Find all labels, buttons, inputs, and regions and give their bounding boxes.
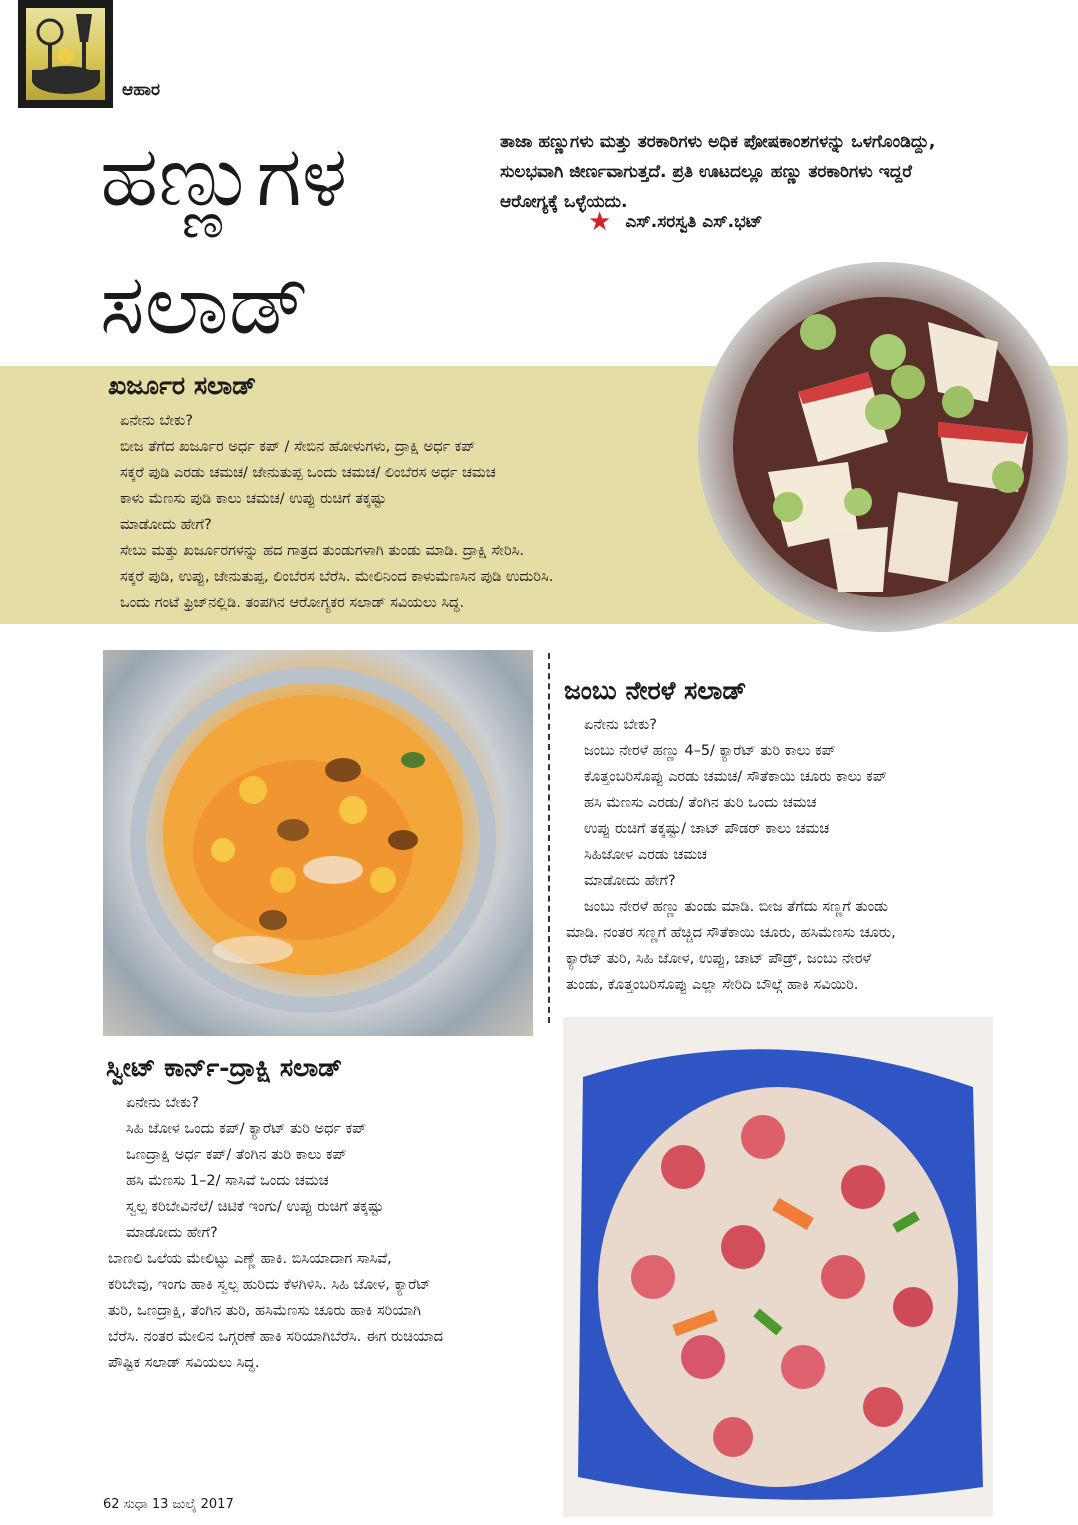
- article-title-line2: ಸಲಾಡ್: [100, 255, 310, 353]
- ingredient-line: ಕಾಳು ಮೆಣಸು ಪುಡಿ ಕಾಲು ಚಮಚ/ ಉಪ್ಪು ರುಚಿಗೆ ತಕ್ಕಷ್ಟು: [120, 491, 387, 507]
- dates-salad-photo: [698, 262, 1068, 632]
- method-line: ಕರಿಬೇವು, ಇಂಗು ಹಾಕಿ ಸ್ವಲ್ಪ ಹುರಿದು ಕೆಳಗಿಳಿಸಿ. ಸಿಹಿ ಜೋಳ, ಕ್ಯಾರೆಟ್: [108, 1277, 431, 1293]
- method-line: ಒಂದು ಗಂಟೆ ಫ್ರಿಜ್‌ನಲ್ಲಿಡಿ. ತಂಪಗಿನ ಆರೋಗ್ಯಕರ ಸಲಾಡ್ ಸವಿಯಲು ಸಿದ್ಧ.: [120, 595, 465, 611]
- sweet-corn-salad-photo: [103, 650, 533, 1036]
- ingredient-line: ಒಣದ್ರಾಕ್ಷಿ ಅರ್ಧ ಕಪ್/ ತೆಂಗಿನ ತುರಿ ಕಾಲು ಕಪ್: [126, 1147, 347, 1163]
- method-line: ಸಕ್ಕರೆ ಪುಡಿ, ಉಪ್ಪು, ಜೇನುತುಪ್ಪ, ಲಿಂಬೆರಸ ಬೆರೆಸಿ. ಮೇಲಿನಿಂದ ಕಾಳುಮೆಣಸಿನ ಪುಡಿ ಉದುರಿಸಿ.: [120, 569, 554, 585]
- method-heading: ಮಾಡೋದು ಹೇಗೆ?: [584, 873, 676, 889]
- ingredients-heading: ಏನೇನು ಬೇಕು?: [584, 717, 657, 733]
- ingredient-line: ಹಸಿ ಮೆಣಸು ಎರಡು/ ತೆಂಗಿನ ತುರಿ ಒಂದು ಚಮಚ: [584, 795, 817, 811]
- method-line: ಪೌಷ್ಟಿಕ ಸಲಾಡ್ ಸವಿಯಲು ಸಿದ್ಧ.: [108, 1355, 260, 1371]
- section-label: ಆಹಾರ: [122, 80, 160, 100]
- method-line: ಜಂಬು ನೇರಳೆ ಹಣ್ಣು ತುಂಡು ಮಾಡಿ. ಬೀಜ ತೆಗೆದು ಸಣ್ಣಗೆ ತುಂಡು: [584, 899, 888, 915]
- ingredient-line: ಸ್ವಲ್ಪ ಕರಿಬೇವಿನೆಲೆ/ ಚಿಟಿಕೆ ಇಂಗು/ ಉಪ್ಪು ರುಚಿಗೆ ತಕ್ಕಷ್ಟು: [126, 1199, 384, 1215]
- ingredient-line: ಸಿಹಿಜೋಳ ಎರಡು ಚಮಚ: [584, 847, 707, 863]
- method-line: ತುರಿ, ಒಣದ್ರಾಕ್ಷಿ, ತೆಂಗಿನ ತುರಿ, ಹಸಿಮೆಣಸು ಚೂರು ಹಾಕಿ ಸರಿಯಾಗಿ: [108, 1303, 421, 1319]
- recipe-body: [108, 1090, 548, 1376]
- method-line: ಬಾಣಲಿ ಒಲೆಯ ಮೇಲಿಟ್ಟು ಎಣ್ಣೆ ಹಾಕಿ. ಬಿಸಿಯಾದಾಗ ಸಾಸಿವೆ,: [108, 1251, 392, 1267]
- column-divider: [548, 653, 550, 1023]
- ingredient-line: ಸಿಹಿ ಜೋಳ ಒಂದು ಕಪ್/ ಕ್ಯಾರೆಟ್ ತುರಿ ಅರ್ಧ ಕಪ್: [126, 1121, 367, 1137]
- method-line: ಕ್ಯಾರೆಟ್ ತುರಿ, ಸಿಹಿ ಜೋಳ, ಉಪ್ಪು, ಚಾಟ್ ಪೌಡ್ರ್, ಜಂಬು ನೇರಳೆ: [566, 951, 871, 967]
- article-intro: ತಾಜಾ ಹಣ್ಣುಗಳು ಮತ್ತು ತರಕಾರಿಗಳು ಅಧಿಕ ಪೋಷಕಾಂಶಗಳನ್ನು ಒಳಗೊಂಡಿದ್ದು, ಸುಲಭವಾಗಿ ಜೀರ್ಣವಾಗುತ್ತದೆ. ಪ್ರತಿ ಊಟದಲ್ಲೂ ಹಣ್ಣು ತರಕಾರಿಗಳು ಇದ್ದರೆ ಆರೋಗ್ಯಕ್ಕೆ ಒಳ್ಳೆಯದು.: [500, 132, 936, 212]
- ingredient-line: ಕೊತ್ತಂಬರಿಸೊಪ್ಪು ಎರಡು ಚಮಚ/ ಸೌತೆಕಾಯಿ ಚೂರು ಕಾಲು ಕಪ್: [584, 769, 887, 785]
- recipe-title: ಜಂಬು ನೇರಳೆ ಸಲಾಡ್: [564, 676, 747, 705]
- ingredients-heading: ಏನೇನು ಬೇಕು?: [126, 1095, 199, 1111]
- rose-apple-salad-photo: [563, 1017, 993, 1517]
- method-line: ತುಂಡು, ಕೊತ್ತಂಬರಿಸೊಪ್ಪು ಎಲ್ಲಾ ಸೇರಿದಿ ಬೌಲ್ಗೆ ಹಾಕಿ ಸವಿಯಿರಿ.: [566, 977, 859, 993]
- kitchen-utensils-icon: [26, 8, 105, 100]
- recipe-title: ಸ್ವೀಟ್ ಕಾರ್ನ್-ದ್ರಾಕ್ಷಿ ಸಲಾಡ್: [106, 1053, 343, 1082]
- recipe-title: ಖರ್ಜೂರ ಸಲಾಡ್: [108, 371, 257, 400]
- recipe-body: [120, 408, 690, 616]
- method-heading: ಮಾಡೋದು ಹೇಗೆ?: [120, 517, 212, 533]
- recipe-body: [566, 712, 1036, 998]
- ingredient-line: ಬೀಜ ತೆಗೆದ ಖರ್ಜೂರ ಅರ್ಧ ಕಪ್ / ಸೇಬಿನ ಹೋಳುಗಳು, ದ್ರಾಕ್ಷಿ ಅರ್ಧ ಕಪ್: [120, 439, 476, 455]
- byline: [588, 207, 763, 237]
- ingredient-line: ಹಸಿ ಮೆಣಸು 1–2/ ಸಾಸಿವೆ ಒಂದು ಚಮಚ: [126, 1173, 329, 1189]
- ingredients-heading: ಏನೇನು ಬೇಕು?: [120, 413, 193, 429]
- section-logo: [18, 0, 113, 108]
- method-line: ಬೆರೆಸಿ. ನಂತರ ಮೇಲಿನ ಒಗ್ಗರಣೆ ಹಾಕಿ ಸರಿಯಾಗಿಬೆರೆಸಿ. ಈಗ ರುಚಿಯಾದ: [108, 1329, 444, 1345]
- method-line: ಸೇಬು ಮತ್ತು ಖರ್ಜೂರಗಳನ್ನು ಹದ ಗಾತ್ರದ ತುಂಡುಗಳಾಗಿ ತುಂಡು ಮಾಡಿ. ದ್ರಾಕ್ಷಿ ಸೇರಿಸಿ.: [120, 543, 524, 559]
- ingredient-line: ಉಪ್ಪು ರುಚಿಗೆ ತಕ್ಕಷ್ಟು/ ಚಾಟ್ ಪೌಡರ್ ಕಾಲು ಚಮಚ: [584, 821, 830, 837]
- method-heading: ಮಾಡೋದು ಹೇಗೆ?: [126, 1225, 218, 1241]
- ingredient-line: ಸಕ್ಕರೆ ಪುಡಿ ಎರಡು ಚಮಚ/ ಜೇನುತುಪ್ಪ ಒಂದು ಚಮಚ/ ಲಿಂಬೆರಸ ಅರ್ಧ ಚಮಚ: [120, 465, 496, 481]
- article-title-line1: ಹಣ್ಣುಗಳ: [100, 127, 348, 225]
- page-footer: 62 ಸುಧಾ 13 ಜುಲೈ 2017: [103, 1497, 234, 1512]
- star-icon: ★: [588, 207, 612, 237]
- ingredient-line: ಜಂಬು ನೇರಳೆ ಹಣ್ಣು 4–5/ ಕ್ಯಾರೆಟ್ ತುರಿ ಕಾಲು ಕಪ್: [584, 743, 836, 759]
- author-name: ಎಸ್.ಸರಸ್ವತಿ ಎಸ್.ಭಟ್: [625, 212, 763, 232]
- method-line: ಮಾಡಿ. ನಂತರ ಸಣ್ಣಗೆ ಹೆಚ್ಚಿದ ಸೌತೆಕಾಯಿ ಚೂರು, ಹಸಿಮೆಣಸು ಚೂರು,: [566, 925, 896, 941]
